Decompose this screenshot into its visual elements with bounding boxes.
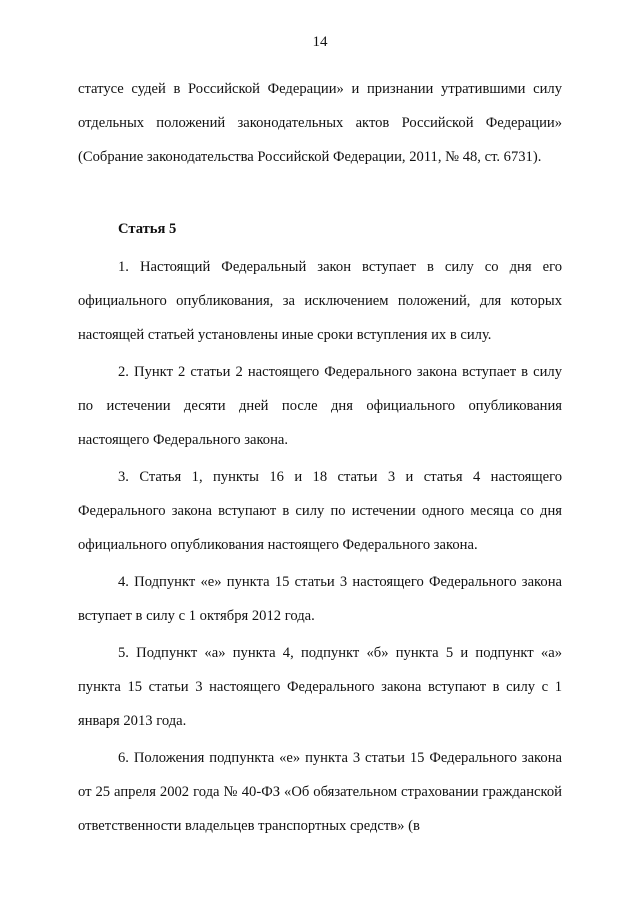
intro-paragraph: статусе судей в Российской Федерации» и признании утратившими силу отдельных положений законодательных актов Российской Федерации» (Собрание законодательства Российской Федерации, 2011, № 48, ст. 6731).	[78, 81, 562, 165]
page-number: 14	[312, 34, 328, 50]
document-body	[78, 72, 562, 846]
article-paragraph-5: 5. Подпункт «а» пункта 4, подпункт «б» пункта 5 и подпункт «а» пункта 15 статьи 3 настоящего Федерального закона вступают в силу с 1 января 2013 года.	[78, 645, 562, 729]
article-paragraph-3: 3. Статья 1, пункты 16 и 18 статьи 3 и статья 4 настоящего Федерального закона вступают в силу по истечении одного месяца со дня официального опубликования настоящего Федерального закона.	[78, 469, 562, 553]
article-paragraph-2: 2. Пункт 2 статьи 2 настоящего Федерального закона вступает в силу по истечении десяти дней после дня официального опубликования настоящего Федерального закона.	[78, 364, 562, 448]
article-paragraph-1: 1. Настоящий Федеральный закон вступает в силу со дня его официального опубликования, за исключением положений, для которых настоящей статьей установлены иные сроки вступления их в силу.	[78, 259, 562, 343]
article-heading: Статья 5	[118, 221, 177, 237]
article-paragraph-6: 6. Положения подпункта «е» пункта 3 статьи 15 Федерального закона от 25 апреля 2002 года № 40-ФЗ «Об обязательном страховании гражданской ответственности владельцев транспортных средств» (в	[78, 750, 562, 834]
spacer	[78, 193, 562, 212]
article-paragraph-4: 4. Подпункт «е» пункта 15 статьи 3 настоящего Федерального закона вступает в силу с 1 октября 2012 года.	[78, 574, 562, 624]
